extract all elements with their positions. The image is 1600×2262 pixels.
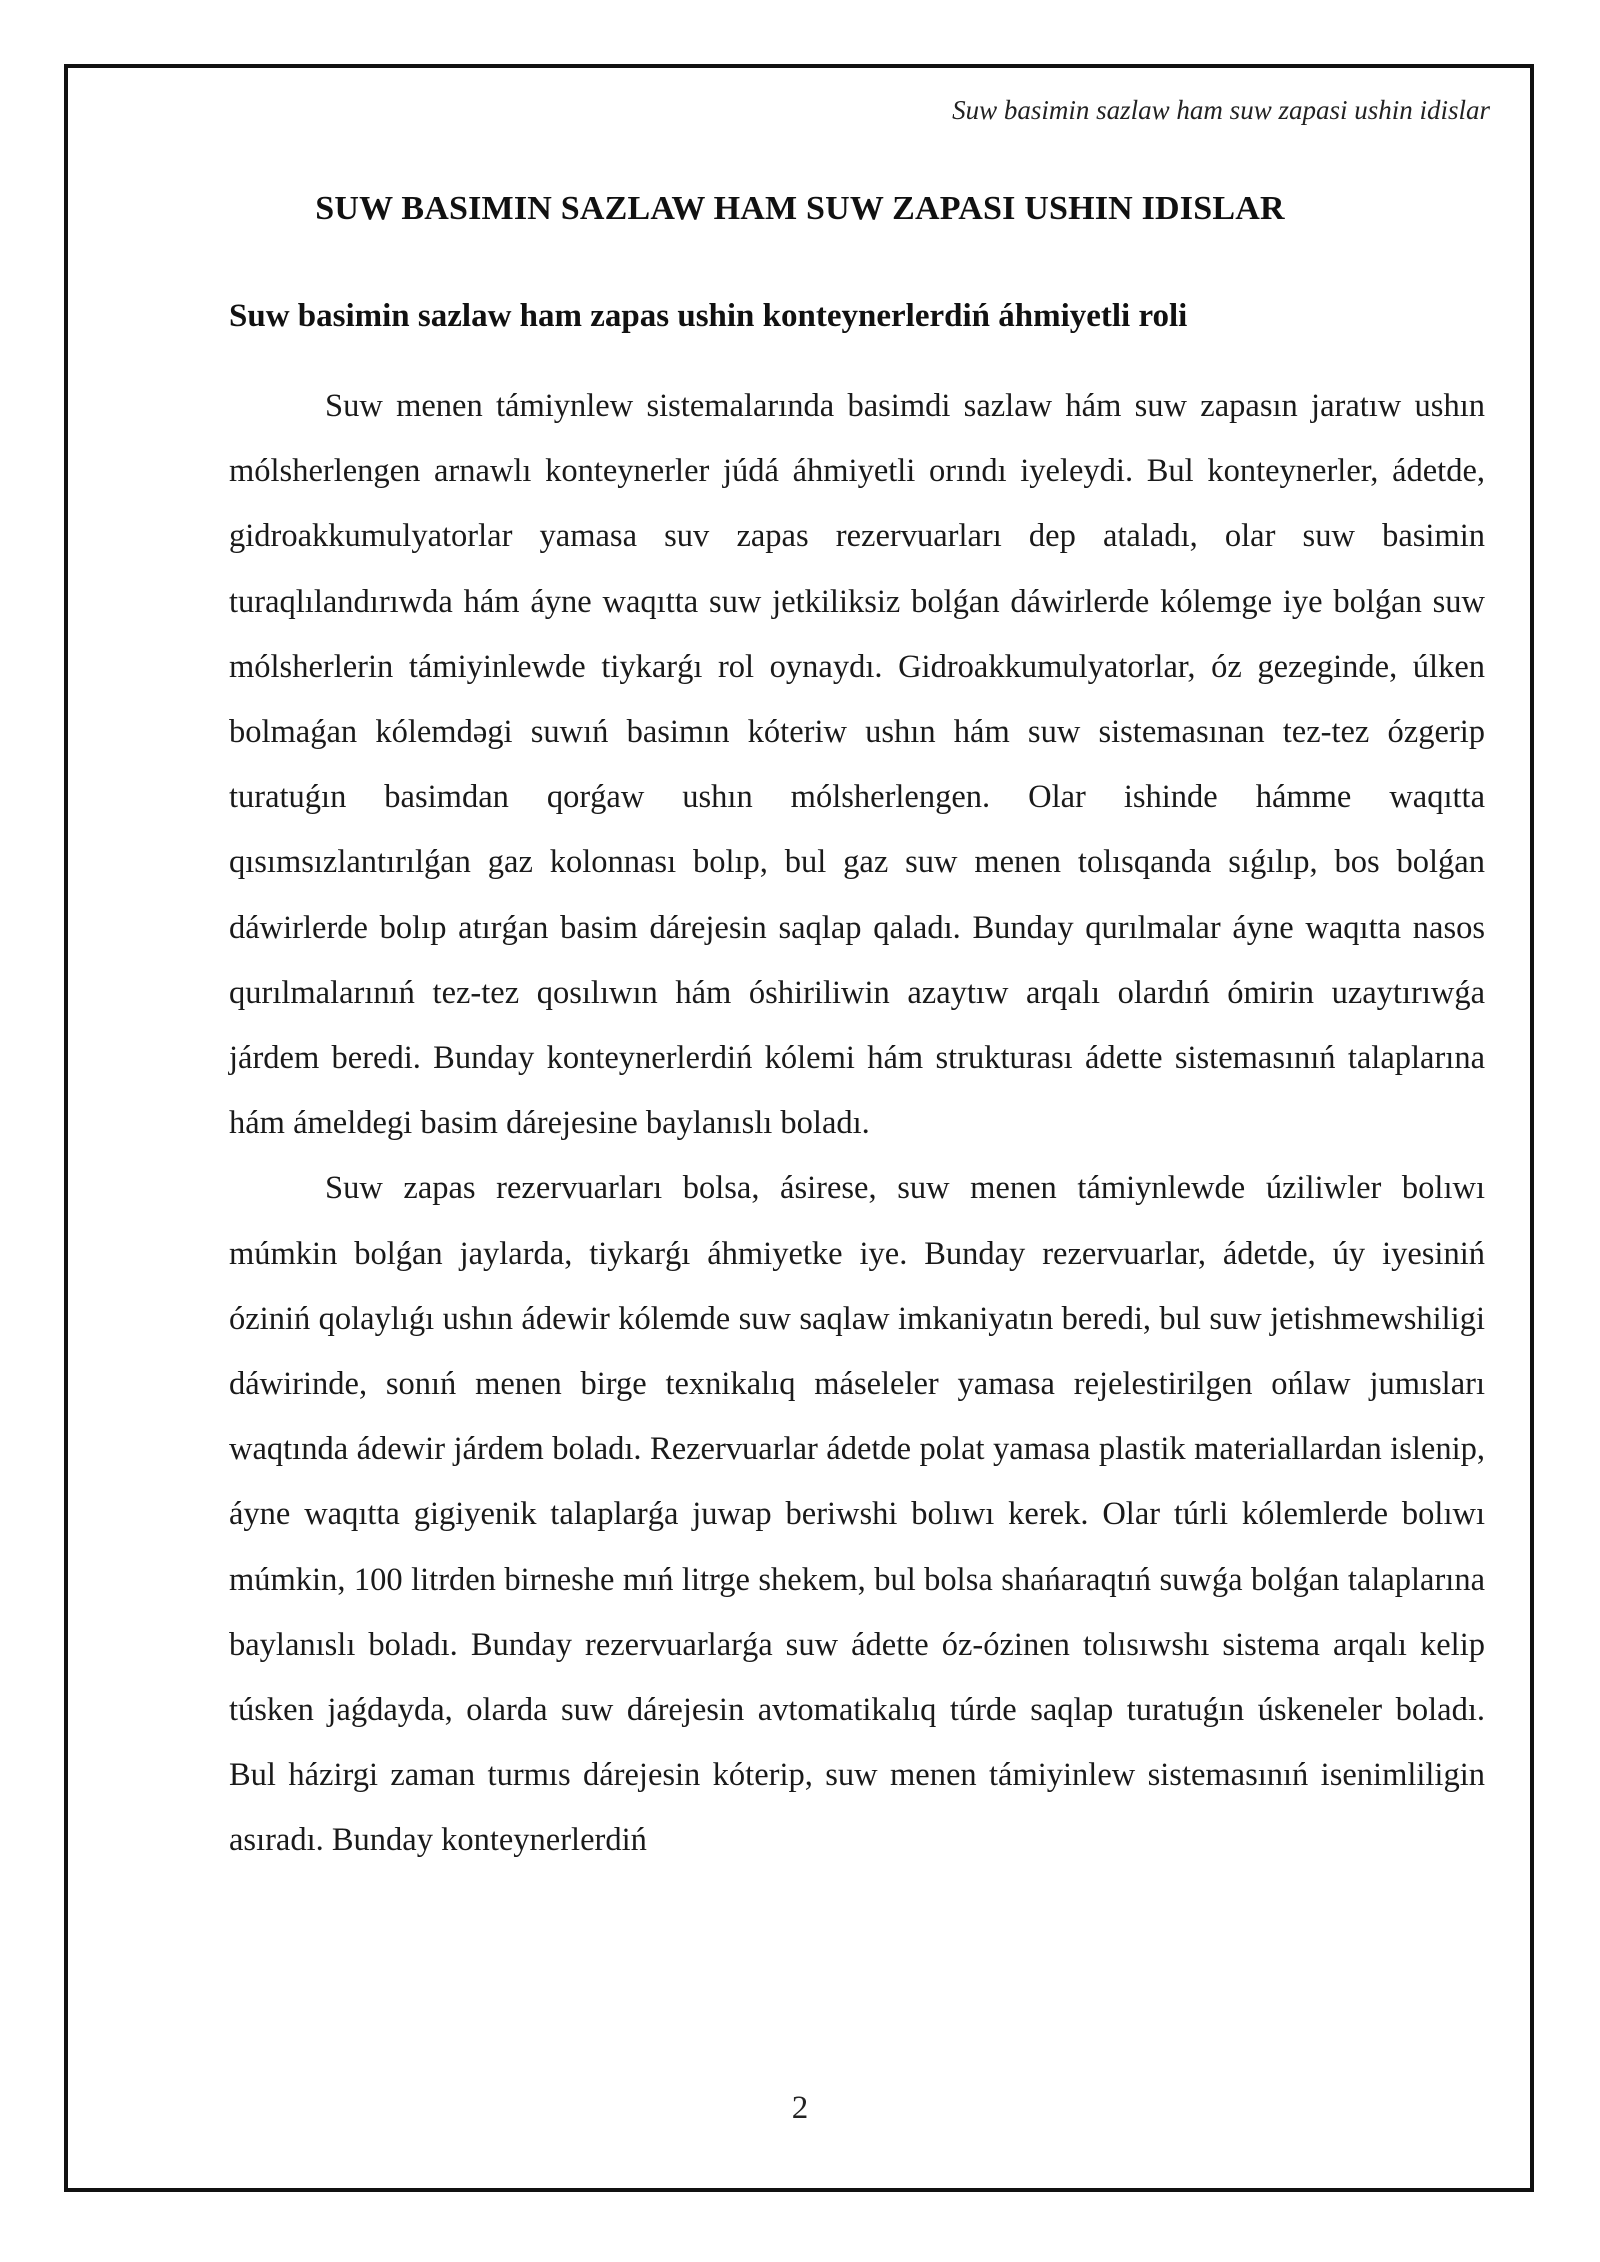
running-header: Suw basimin sazlaw ham suw zapasi ushin idislar	[952, 95, 1490, 125]
paragraph-1: Suw menen támiynlew sistemalarında basimdi sazlaw hám suw zapasın jaratıw ushın mólsherlengen arnawlı konteynerler júdá áhmiyetli orındı iyeleydi. Bul konteynerler, ádetde, gidroakkumulyatorlar yamasa suv zapas rezervuarları dep ataladı, olar suw basimin turaqlılandırıwda hám áyne waqıtta suw jetkiliksiz bolǵan dáwirlerde kólemge iye bolǵan suw mólsherlerin támiyinlewde tiykarǵı rol oynaydı. Gidroakkumulyatorlar, óz gezeginde, úlken bolmaǵan kólemdəgi suwıń basimın kóteriw ushın hám suw sistemasınan tez-tez ózgerip turatuǵın basimdan qorǵaw ushın mólsherlengen. Olar ishinde hámme waqıtta qısımsızlantırılǵan gaz kolonnası bolıp, bul gaz suw menen tolısqanda sıǵılıp, bos bolǵan dáwirlerde bolıp atırǵan basim dárejesin saqlap qaladı. Bunday qurılmalar áyne waqıtta nasos qurılmalarınıń tez-tez qosılıwın hám óshiriliwin azaytıw arqalı olardıń ómirin uzaytırıwǵa járdem beredi. Bunday konteynerlerdiń kólemi hám strukturası ádette sistemasınıń talaplarına hám ámeldegi basim dárejesine baylanıslı boladı.	[229, 388, 1485, 1142]
section-heading: Suw basimin sazlaw ham zapas ushin konteynerlerdiń áhmiyetli roli	[229, 298, 1188, 334]
paragraph-2: Suw zapas rezervuarları bolsa, ásirese, suw menen támiynlewde úziliwler bolıwı múmkin bolǵan jaylarda, tiykarǵı áhmiyetke iye. Bunday rezervuarlar, ádetde, úy iyesiniń óziniń qolaylıǵı ushın ádewir kólemde suw saqlaw imkaniyatın beredi, bul suw jetishmewshiligi dáwirinde, sonıń menen birge texnikalıq máseleler yamasa rejelestirilgen ońlaw jumısları waqtında ádewir járdem boladı. Rezervuarlar ádetde polat yamasa plastik materiallardan islenip, áyne waqıtta gigiyenik talaplarǵa juwap beriwshi bolıwı kerek. Olar túrli kólemlerde bolıwı múmkin, 100 litrden birneshe mıń litrge shekem, bul bolsa shańaraqtıń suwǵa bolǵan talaplarına baylanıslı boladı. Bunday rezervuarlarǵa suw ádette óz-ózinen tolısıwshı sistema arqalı kelip túsken jaǵdayda, olarda suw dárejesin avtomatikalıq túrde saqlap turatuǵın úskeneler boladı. Bul házirgi zaman turmıs dárejesin kóterip, suw menen támiyinlew sistemasınıń isenimliligin asıradı. Bunday konteynerlerdiń	[229, 1170, 1485, 1859]
page-number: 2	[791, 2090, 809, 2126]
document-title: SUW BASIMIN SAZLAW HAM SUW ZAPASI USHIN IDISLAR	[315, 190, 1285, 227]
body-text	[229, 374, 1485, 1874]
